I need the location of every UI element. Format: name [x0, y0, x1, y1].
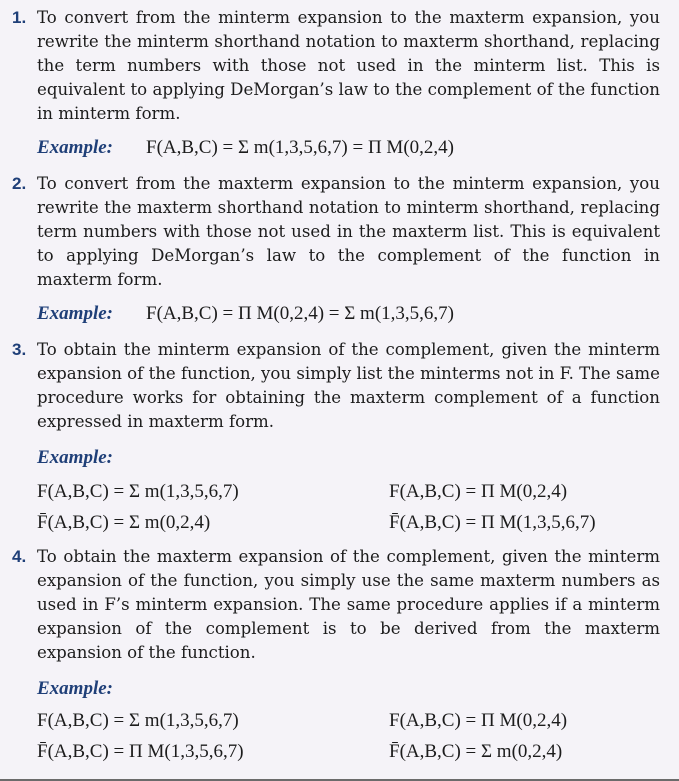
item-number: 4.	[12, 547, 27, 566]
example-equation-left-1: F(A,B,C) = Σ m(1,3,5,6,7)	[37, 710, 239, 731]
item-paragraph: To obtain the minterm expansion of the complement, given the minterm expansion of the function, you simply list the minterms not in F. The same procedure works for obtaining the maxterm complement of a function expressed in maxterm form.	[37, 340, 660, 431]
example-equation-left-1: F(A,B,C) = Σ m(1,3,5,6,7)	[37, 481, 239, 502]
item-paragraph: To convert from the minterm expansion to the maxterm expansion, you rewrite the minterm shorthand notation to maxterm shorthand, replacing the term numbers with those not used in the minterm list. This is equivalent to applying DeMorgan’s law to the complement of the function in minterm form.	[37, 8, 660, 123]
example-equation-right-1: F(A,B,C) = Π M(0,2,4)	[389, 710, 568, 731]
item-number: 2.	[12, 174, 27, 193]
example-label: Example:	[37, 678, 113, 699]
example-equation-right-2: F̄(A,B,C) = Σ m(0,2,4)	[389, 741, 563, 762]
item-number: 1.	[12, 8, 27, 27]
example-label: Example:	[37, 447, 113, 468]
example-equation-left-2: F̄(A,B,C) = Π M(1,3,5,6,7)	[37, 741, 244, 762]
item-paragraph: To obtain the maxterm expansion of the complement, given the minterm expansion of the function, you simply use the same maxterm numbers as used in F’s minterm expansion. The same procedure applies if a minterm expansion of the complement is to be derived from the maxterm expansion of the function.	[37, 547, 660, 662]
item-number: 3.	[12, 340, 27, 359]
item-paragraph: To convert from the maxterm expansion to the minterm expansion, you rewrite the maxterm shorthand notation to minterm shorthand, replacing term numbers with those not used in the maxterm list. This is equivalent to applying DeMorgan’s law to the complement of the function in maxterm form.	[37, 174, 660, 289]
example-equation: F(A,B,C) = Π M(0,2,4) = Σ m(1,3,5,6,7)	[146, 303, 454, 324]
example-equation-right-2: F̄(A,B,C) = Π M(1,3,5,6,7)	[389, 512, 596, 533]
example-equation: F(A,B,C) = Σ m(1,3,5,6,7) = Π M(0,2,4)	[146, 137, 454, 158]
example-label: Example:	[37, 137, 113, 158]
example-equation-right-1: F(A,B,C) = Π M(0,2,4)	[389, 481, 568, 502]
example-equation-left-2: F̄(A,B,C) = Σ m(0,2,4)	[37, 512, 211, 533]
example-label: Example:	[37, 303, 113, 324]
